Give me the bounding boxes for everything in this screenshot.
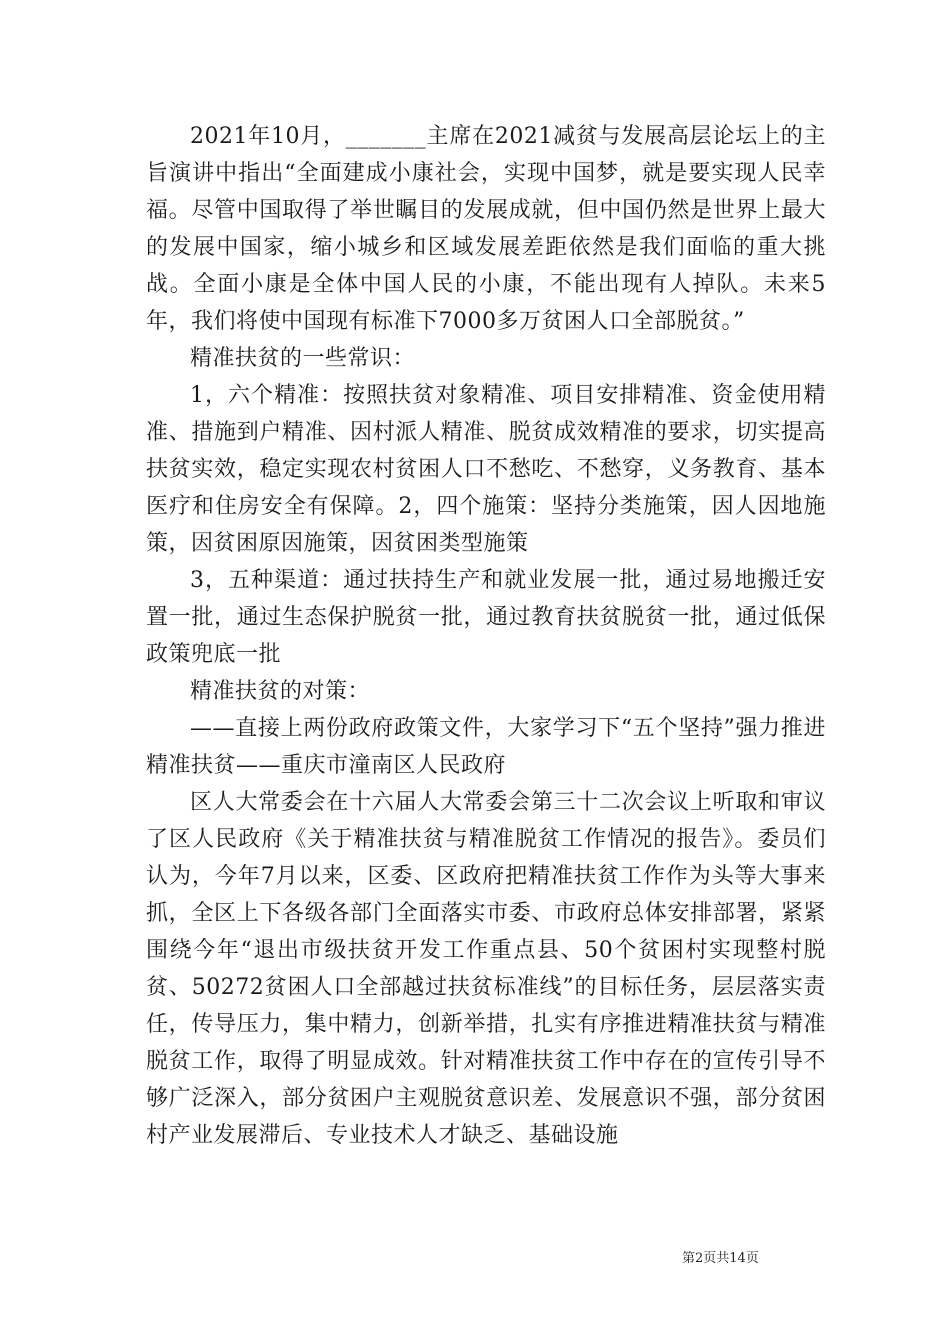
paragraph-heading-knowledge: 精准扶贫的一些常识： xyxy=(190,346,416,371)
paragraph-speech: 2021年10月，_______主席在2021减贫与发展高层论坛上的主旨演讲中指出“全面建成小康社会，实现中国梦，就是要实现人民幸福。尽管中国取得了举世瞩目的发展成就，但中国仍然是世界上最大的发展中国家，缩小城乡和区域发展差距依然是我们面临的重大挑战。全面小康是全体中国人民的小康，不能出现有人掉队。未来5年，我们将使中国现有标准下7000多万贫困人口全部脱贫。” xyxy=(146,124,826,334)
paragraph-heading-measures: 精准扶贫的对策： xyxy=(190,679,371,704)
paragraph-policy-intro: ——直接上两份政府政策文件，大家学习下“五个坚持”强力推进精准扶贫——重庆市潼南区人民政府 xyxy=(146,716,826,778)
paragraph-six-precisions: 1，六个精准：按照扶贫对象精准、项目安排精准、资金使用精准、措施到户精准、因村派人精准、脱贫成效精准的要求，切实提高扶贫实效，稳定实现农村贫困人口不愁吃、不愁穿，义务教育、基本医疗和住房安全有保障。2，四个施策：坚持分类施策，因人因地施策，因贫困原因施策，因贫困类型施策 xyxy=(146,383,826,556)
page-number: 第2页共14页 xyxy=(682,1251,759,1266)
paragraph-congress-review: 区人大常委会在十六届人大常委会第三十二次会议上听取和审议了区人民政府《关于精准扶贫与精准脱贫工作情况的报告》。委员们认为，今年7月以来，区委、区政府把精准扶贫工作作为头等大事来抓，全区上下各级各部门全面落实市委、市政府总体安排部署，紧紧围绕今年“退出市级扶贫开发工作重点县、50个贫困村实现整村脱贫、50272贫困人口全部越过扶贫标准线”的目标任务，层层落实责任，传导压力，集中精力，创新举措，扎实有序推进精准扶贫与精准脱贫工作，取得了明显成效。针对精准扶贫工作中存在的宣传引导不够广泛深入，部分贫困户主观脱贫意识差、发展意识不强，部分贫困村产业发展滞后、专业技术人才缺乏、基础设施 xyxy=(146,790,826,1148)
paragraph-five-channels: 3，五种渠道：通过扶持生产和就业发展一批，通过易地搬迁安置一批，通过生态保护脱贫一批，通过教育扶贫脱贫一批，通过低保政策兜底一批 xyxy=(146,568,826,667)
document-body xyxy=(146,118,826,1154)
